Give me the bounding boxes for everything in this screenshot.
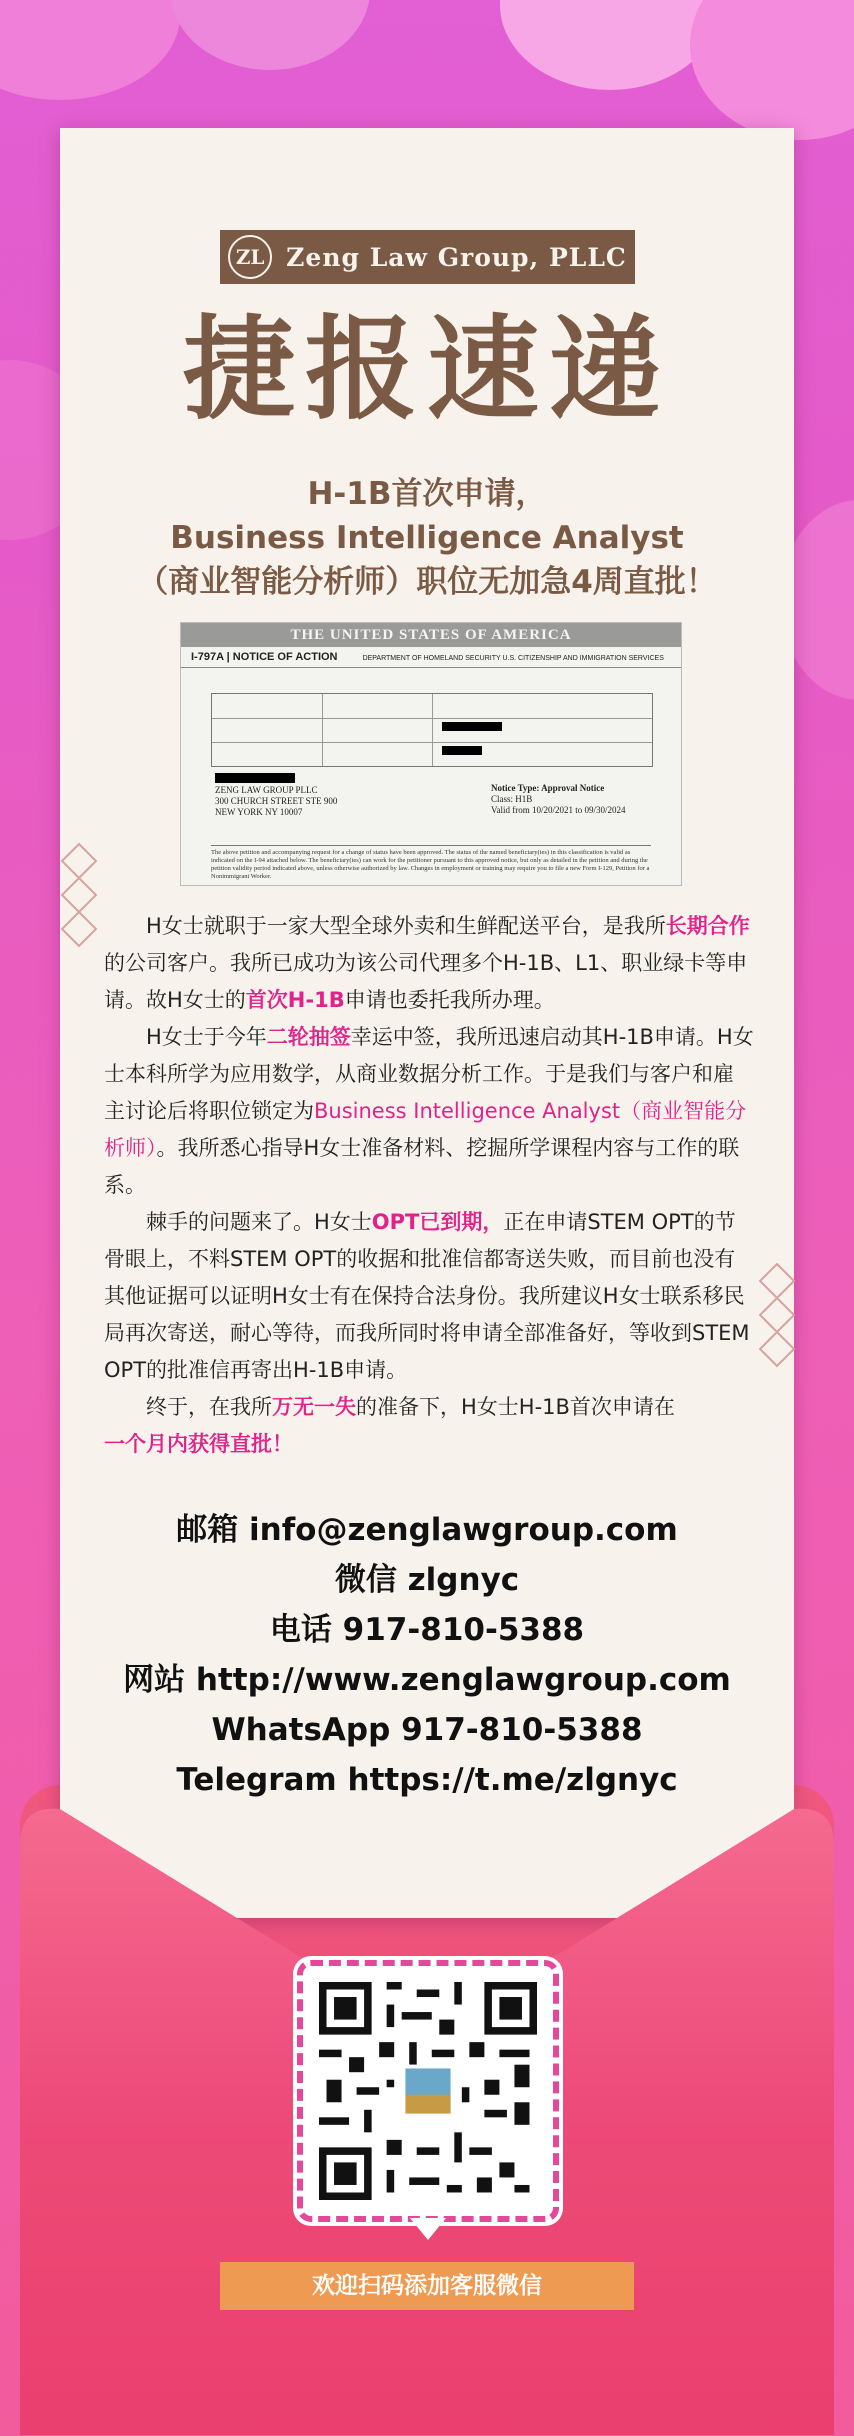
contact-email[interactable]: 邮箱 info@zenglawgroup.com: [176, 1512, 678, 1548]
contact-whatsapp[interactable]: WhatsApp 917-810-5388: [211, 1712, 643, 1748]
logo-icon: ZL: [228, 235, 272, 279]
doc-footer-text: The above petition and accompanying request for a change of status have been approved. The status of the named beneficiary(ies) in this classification is valid as indicated on the I-94 attached below. The beneficiary(ies) can work for the petitioner pursuant to this approved notice, but only as detailed in the petition and during the petition validity period indicated above, unless otherwise authorized by law. Changes in employment or training may require you to file a new Form I-129, Petition for a Nonimmigrant Worker.: [211, 845, 651, 881]
subtitle-line: H-1B首次申请，: [307, 476, 547, 512]
subtitle-line: Business Intelligence Analyst: [170, 520, 684, 556]
doc-form: I-797A | NOTICE OF ACTION: [191, 651, 338, 663]
diamond-decoration-left: [58, 848, 98, 950]
paragraph: 终于，在我所万无一失的准备下，H女士H-1B首次申请在 一个月内获得直批！: [104, 1395, 675, 1456]
paragraph: 棘手的问题来了。H女士OPT已到期，正在申请STEM OPT的节骨眼上，不料STEM OPT的收据和批准信都寄送失败，而目前也没有其他证据可以证明H女士有在保持合法身份。我所建议H女士联系移民局再次寄送，耐心等待，而我所同时将申请全部准备好，等收到STEM OPT的批准信再寄出H-1B申请。: [104, 1210, 750, 1382]
bg-circle: [690, 0, 854, 140]
scan-wechat-label: 欢迎扫码添加客服微信: [220, 2262, 634, 2310]
doc-grid: [211, 693, 653, 767]
brand-name: Zeng Law Group, PLLC: [286, 242, 627, 272]
contact-info: [60, 1505, 794, 1805]
contact-telegram[interactable]: Telegram https://t.me/zlgnyc: [176, 1762, 678, 1798]
logo-banner: [220, 230, 635, 284]
approval-notice-image: [180, 622, 682, 886]
subtitle-line: （商业智能分析师）职位无加急4周直批！: [137, 564, 717, 600]
doc-agency: DEPARTMENT OF HOMELAND SECURITY U.S. CITIZENSHIP AND IMMIGRATION SERVICES: [362, 655, 664, 662]
contact-wechat: 微信 zlgnyc: [334, 1562, 520, 1598]
paragraph: H女士就职于一家大型全球外卖和生鲜配送平台，是我所长期合作的公司客户。我所已成功为该公司代理多个H-1B、L1、职业绿卡等申请。故H女士的首次H-1B申请也委托我所办理。: [104, 914, 750, 1012]
bg-circle: [500, 0, 720, 90]
doc-address: ZENG LAW GROUP PLLC 300 CHURCH STREET STE 900 NEW YORK NY 10007: [215, 785, 338, 817]
subtitle: [60, 472, 794, 604]
doc-form-title: [181, 647, 681, 668]
article-body: [104, 908, 754, 1463]
paragraph: H女士于今年二轮抽签幸运中签，我所迅速启动其H-1B申请。H女士本科所学为应用数学，从商业数据分析工作。于是我们与客户和雇主讨论后将职位锁定为Business Intelligence Analyst（商业智能分析师）。我所悉心指导H女士准备材料、挖掘所学课程内容与工作的联系。: [104, 1025, 754, 1197]
qr-speech-tail: [410, 2218, 446, 2240]
bg-circle: [0, 0, 180, 100]
doc-banner: THE UNITED STATES OF AMERICA: [181, 623, 681, 647]
qr-code-icon: [319, 1982, 537, 2200]
contact-website[interactable]: 网站 http://www.zenglawgroup.com: [123, 1662, 731, 1698]
contact-phone[interactable]: 电话 917-810-5388: [269, 1612, 585, 1648]
bg-circle: [170, 0, 370, 70]
doc-notice: Notice Type: Approval Notice Class: H1B Valid from 10/20/2021 to 09/30/2024: [491, 783, 626, 815]
headline: 捷报速递: [183, 305, 671, 435]
diamond-decoration-right: [756, 1268, 796, 1370]
redaction-bar: [215, 773, 295, 783]
qr-code[interactable]: [297, 1960, 559, 2222]
